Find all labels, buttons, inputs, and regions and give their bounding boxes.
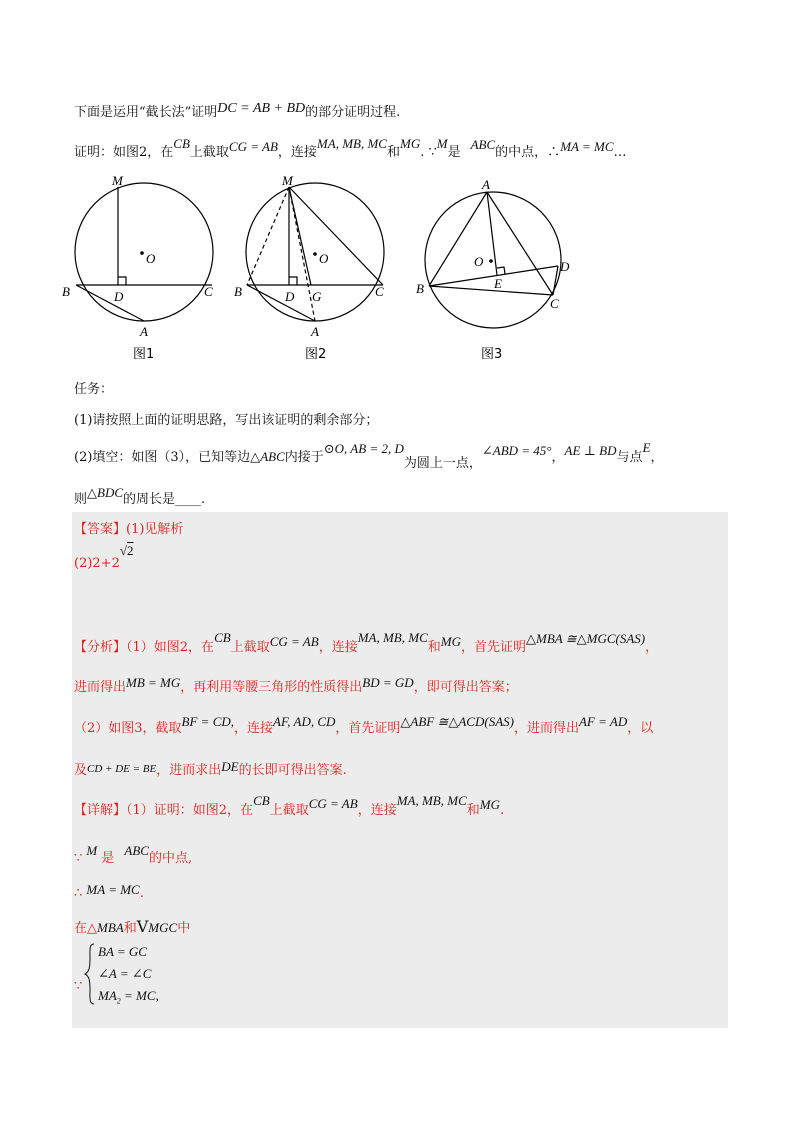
detail-line-4 <box>74 917 190 936</box>
because-symbol: ∵ <box>74 851 83 866</box>
fig3-label-c: C <box>550 296 559 311</box>
fig3-label-e: E <box>494 276 502 291</box>
fig2-label-m: M <box>282 173 293 188</box>
center-dot <box>489 259 493 263</box>
system-eq-3 <box>98 988 159 1006</box>
task-angle: ∠ABD = 45° <box>481 443 552 458</box>
proof-arc: ABC <box>470 137 496 152</box>
analysis-de: DE <box>221 759 239 774</box>
analysis-mg: MG <box>440 634 461 649</box>
tasks-heading: 任务： <box>74 382 114 397</box>
answer-2-prefix: (2)2+2 <box>74 556 120 571</box>
center-dot <box>140 251 144 255</box>
answer-line <box>74 518 183 537</box>
detail-line-2 <box>74 843 193 866</box>
analysis-text: 和 <box>427 640 441 655</box>
brace-icon <box>84 942 96 1006</box>
proof-m: M <box>436 136 448 151</box>
intro-prefix: 下面是运用“截长法”证明 <box>74 105 218 120</box>
analysis-line-2 <box>74 676 518 695</box>
detail-text: . <box>139 886 144 901</box>
proof-ellipsis: … <box>613 145 627 160</box>
system-eq-3-lhs: MA <box>98 988 117 1003</box>
task-e: E <box>642 440 651 455</box>
system-because: ∵ <box>74 979 83 994</box>
analysis-segments: MA, MB, MC <box>357 630 428 645</box>
fig2-label-g: G <box>312 289 322 304</box>
task-text: 内接于 <box>284 450 324 465</box>
task-text: (2)填空：如图（3），已知等边△ <box>74 450 261 465</box>
fig3-label-d: D <box>560 259 570 274</box>
analysis-text: （2）如图3，截取 <box>74 721 182 736</box>
answer-label: 【答案】 <box>74 522 127 537</box>
proof-text: 证明：如图2，在 <box>74 145 174 160</box>
task-text: ， <box>650 450 664 465</box>
center-dot <box>313 252 317 256</box>
detail-cb: CB <box>253 793 270 808</box>
intro-formula: DC = AB + BD <box>217 101 306 116</box>
analysis-text: ，即可得出答案； <box>413 680 518 695</box>
analysis-cd-de-be: CD + DE = BE <box>87 763 157 775</box>
analysis-congruence: △MBA ≅△MGC(SAS) <box>526 631 646 646</box>
analysis-cb: CB <box>214 630 231 645</box>
sqrt-icon: √2 <box>119 543 134 558</box>
fig2-label-c: C <box>375 284 384 299</box>
detail-line-1 <box>74 793 505 818</box>
fig2-label-b: B <box>234 284 242 299</box>
geometry-figures <box>60 165 580 370</box>
proof-text: 上截取 <box>189 145 229 160</box>
analysis-text: ，进而得出 <box>513 721 579 736</box>
task-2-line-2 <box>74 485 206 507</box>
fig3-label-o: O <box>474 254 484 269</box>
analysis-text: ，连接 <box>234 721 274 736</box>
figure-3-caption: 图3 <box>481 347 503 362</box>
answer-2 <box>74 543 134 571</box>
proof-cb: CB <box>173 136 190 151</box>
analysis-text: 的长即可得出答案. <box>238 763 347 778</box>
intro-suffix: 的部分证明过程. <box>305 105 401 120</box>
detail-segments: MA, MB, MC <box>396 793 467 808</box>
fig3-label-a: A <box>482 177 490 192</box>
task-text: 为圆上一点， <box>403 456 482 471</box>
proof-ma-mc: MA = MC <box>560 139 614 154</box>
system-eq-2: ∠A = ∠C <box>98 966 152 981</box>
system-eq-1: BA = GC <box>98 944 147 959</box>
analysis-text: ，首先证明 <box>460 640 526 655</box>
detail-text: 的中点, <box>148 851 193 866</box>
proof-text: 和 <box>386 145 400 160</box>
fig2-label-d: D <box>285 289 295 304</box>
detail-text: 中 <box>177 921 191 936</box>
detail-text: （1）证明：如图2，在 <box>126 803 254 818</box>
figure-3-diagram <box>425 192 561 328</box>
fig1-label-c: C <box>204 284 213 299</box>
figure-2-caption: 图2 <box>305 347 327 362</box>
system-eq-3-rhs: = MC <box>120 988 156 1003</box>
analysis-line-1 <box>74 630 659 655</box>
proof-segments: MA, MB, MC <box>316 136 387 151</box>
analysis-bf-cd: BF = CD, <box>181 714 235 729</box>
task-perp: AE ⊥ BD <box>564 443 617 458</box>
fig1-label-a: A <box>140 324 148 339</box>
fig1-label-o: O <box>146 251 156 266</box>
system-comma: , <box>155 988 159 1003</box>
detail-text: 和 <box>466 803 480 818</box>
proof-text: 的中点，∴ <box>495 145 561 160</box>
detail-cg: CG = AB <box>308 796 358 811</box>
fig2-label-a: A <box>311 324 319 339</box>
detail-label: 【详解】 <box>74 803 127 818</box>
analysis-text: ，以 <box>627 721 654 736</box>
fig1-label-b: B <box>62 284 70 299</box>
analysis-text: ，首先证明 <box>335 721 401 736</box>
detail-v: V <box>136 917 149 936</box>
fig1-label-m: M <box>112 173 123 188</box>
answer-2-radicand: 2 <box>127 543 134 558</box>
figure-1-caption: 图1 <box>133 347 155 362</box>
detail-text: 是 <box>101 851 115 866</box>
answer-1: (1)见解析 <box>126 522 184 537</box>
analysis-mb-mg: MB = MG <box>126 675 181 690</box>
detail-ma-mc: MA = MC <box>86 882 140 897</box>
fig1-label-d: D <box>114 289 124 304</box>
proof-cg-ab: CG = AB <box>228 139 278 154</box>
analysis-cg: CG = AB <box>269 634 319 649</box>
therefore-symbol: ∴ <box>74 886 83 901</box>
detail-m: M <box>86 843 98 858</box>
task-bdc: △BDC <box>87 485 124 500</box>
task-2-line <box>74 440 664 471</box>
detail-text: 上截取 <box>269 803 309 818</box>
analysis-text: 上截取 <box>230 640 270 655</box>
proof-text: ，连接 <box>277 145 317 160</box>
analysis-text: 及 <box>74 763 88 778</box>
detail-text: 在△ <box>74 921 97 936</box>
task-text: 的周长是____. <box>123 492 206 507</box>
analysis-bd-gd: BD = GD <box>362 675 414 690</box>
task-text: ， <box>551 450 565 465</box>
task-text: 与点 <box>616 450 643 465</box>
analysis-line-4 <box>74 759 347 778</box>
task-1: (1)请按照上面的证明思路，写出该证明的剩余部分； <box>74 413 379 428</box>
proof-text: . ∵ <box>420 145 437 160</box>
detail-line-3 <box>74 882 144 901</box>
proof-text: 是 <box>447 145 461 160</box>
analysis-text: ， <box>645 640 659 655</box>
detail-mg: MG <box>479 797 500 812</box>
analysis-label: 【分析】 <box>74 640 127 655</box>
detail-mgc: MGC <box>148 920 178 935</box>
analysis-af-ad: AF = AD <box>578 714 628 729</box>
detail-text: ，连接 <box>357 803 397 818</box>
fig3-label-b: B <box>416 281 424 296</box>
task-text: 则 <box>74 492 88 507</box>
proof-line <box>74 136 627 160</box>
analysis-text: ，进而求出 <box>156 763 222 778</box>
system-eq-3-sub: 2 <box>116 996 121 1006</box>
analysis-line-3 <box>74 714 654 736</box>
analysis-text: （1）如图2，在 <box>126 640 215 655</box>
figure-1-diagram <box>75 183 213 321</box>
task-circle: ⊙O, AB = 2, D <box>323 441 404 456</box>
proof-mg: MG <box>399 136 421 151</box>
detail-arc: ABC <box>124 843 149 858</box>
task-abc: ABC <box>260 449 285 464</box>
analysis-congruence-2: △ABF ≅△ACD(SAS) <box>400 714 514 729</box>
analysis-segments-2: AF, AD, CD <box>273 714 336 729</box>
intro-line <box>74 101 400 121</box>
detail-text: . <box>499 803 505 818</box>
analysis-text: ，再利用等腰三角形的性质得出 <box>180 680 363 695</box>
analysis-text: ，连接 <box>318 640 358 655</box>
fig2-label-o: O <box>319 251 329 266</box>
detail-mba: MBA <box>97 920 124 935</box>
detail-text: 和 <box>123 921 137 936</box>
analysis-text: 进而得出 <box>74 680 127 695</box>
